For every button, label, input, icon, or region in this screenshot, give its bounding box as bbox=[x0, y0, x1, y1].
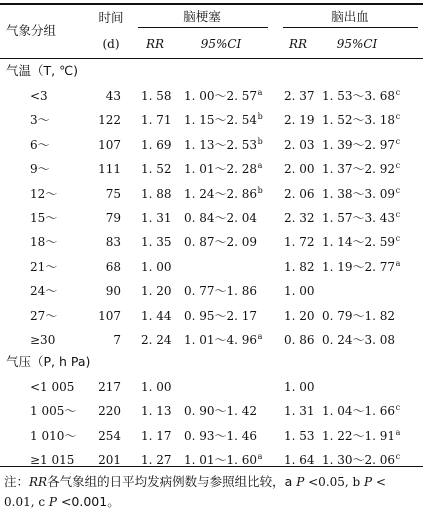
footnote-p-3: P bbox=[48, 495, 57, 509]
row-infarction-ci bbox=[184, 453, 262, 469]
row-days: 107 bbox=[98, 138, 121, 152]
row-days: 83 bbox=[105, 235, 121, 249]
section-title: 气温（T, ℃) bbox=[6, 63, 78, 78]
row-hemorrhage-ci-significance: c bbox=[395, 403, 401, 412]
row-group: 18～ bbox=[30, 235, 58, 249]
header-group-label: 气象分组 bbox=[6, 23, 57, 38]
row-days: 79 bbox=[105, 211, 121, 225]
row-days: 220 bbox=[98, 404, 121, 418]
row-hemorrhage-ci-significance: c bbox=[395, 210, 401, 219]
row-infarction-ci-value: 1. 01～4. 96 bbox=[184, 333, 258, 347]
footnote-p-2: P bbox=[364, 475, 373, 489]
row-days: 201 bbox=[98, 453, 121, 467]
header-hemorrhage-rr: RR bbox=[288, 37, 308, 51]
row-infarction-ci-value: 1. 24～2. 86 bbox=[184, 187, 258, 201]
row-hemorrhage-rr: 2. 19 bbox=[284, 113, 315, 127]
row-hemorrhage-ci-value: 1. 52～3. 18 bbox=[322, 113, 396, 127]
row-hemorrhage-ci-value: 1. 04～1. 66 bbox=[322, 404, 396, 418]
footnote-prefix: 注： bbox=[4, 474, 30, 489]
row-infarction-ci bbox=[184, 429, 258, 445]
row-infarction-ci-value: 0. 95～2. 17 bbox=[184, 309, 258, 323]
row-infarction-rr: 1. 17 bbox=[141, 429, 172, 443]
row-hemorrhage-ci-value: 1. 39～2. 97 bbox=[322, 138, 396, 152]
row-hemorrhage-ci bbox=[322, 113, 400, 129]
row-infarction-rr: 1. 20 bbox=[141, 284, 172, 298]
row-group: 24～ bbox=[30, 284, 58, 298]
row-infarction-ci-significance: b bbox=[257, 137, 263, 146]
row-infarction-rr: 1. 44 bbox=[141, 309, 172, 323]
header-hemorrhage-ci: 95%CI bbox=[336, 37, 378, 51]
footnote-text-3: < 0.01, c bbox=[4, 475, 386, 509]
row-hemorrhage-ci-significance: c bbox=[395, 452, 401, 461]
footnote-text-1: 各气象组的日平均发病例数与参照组比较，a bbox=[47, 474, 297, 489]
row-hemorrhage-rr: 1. 64 bbox=[284, 453, 315, 467]
row-infarction-ci-value: 0. 77～1. 86 bbox=[184, 284, 258, 298]
row-group: 1 005～ bbox=[30, 404, 77, 418]
row-infarction-ci-significance: b bbox=[257, 112, 263, 121]
row-hemorrhage-rr: 1. 20 bbox=[284, 309, 315, 323]
row-infarction-rr: 1. 00 bbox=[141, 260, 172, 274]
row-hemorrhage-ci bbox=[322, 260, 400, 276]
footnote-p-1: P bbox=[296, 475, 305, 489]
row-hemorrhage-ci bbox=[322, 380, 323, 396]
row-infarction-ci-value: 1. 00～2. 57 bbox=[184, 89, 258, 103]
row-infarction-ci-value: 0. 87～2. 09 bbox=[184, 235, 258, 249]
row-hemorrhage-ci bbox=[322, 138, 400, 154]
row-infarction-rr: 1. 71 bbox=[141, 113, 172, 127]
row-group: 9～ bbox=[30, 162, 50, 176]
row-group: 15～ bbox=[30, 211, 58, 225]
row-infarction-ci-value: 1. 01～1. 60 bbox=[184, 453, 258, 467]
row-group: 27～ bbox=[30, 309, 58, 323]
row-infarction-ci-value: 1. 15～2. 54 bbox=[184, 113, 258, 127]
row-infarction-rr: 1. 88 bbox=[141, 187, 172, 201]
row-hemorrhage-ci-significance: a bbox=[395, 428, 401, 437]
row-infarction-rr: 1. 13 bbox=[141, 404, 172, 418]
row-infarction-ci bbox=[184, 162, 262, 178]
row-days: 68 bbox=[105, 260, 121, 274]
row-hemorrhage-ci bbox=[322, 235, 400, 251]
header-time-label: 时间 bbox=[98, 10, 124, 25]
row-group: ≥1 015 bbox=[30, 453, 75, 467]
row-infarction-ci-significance: a bbox=[257, 161, 263, 170]
row-infarction-rr: 1. 58 bbox=[141, 89, 172, 103]
row-hemorrhage-ci-significance: a bbox=[395, 259, 401, 268]
row-hemorrhage-ci bbox=[322, 453, 400, 469]
row-infarction-ci bbox=[184, 89, 262, 105]
row-infarction-ci-value: 0. 84～2. 04 bbox=[184, 211, 258, 225]
row-hemorrhage-ci bbox=[322, 429, 400, 445]
row-infarction-ci-value: 1. 01～2. 28 bbox=[184, 162, 258, 176]
table-top-rule bbox=[0, 3, 423, 5]
row-days: 111 bbox=[98, 162, 121, 176]
row-days: 43 bbox=[105, 89, 121, 103]
row-infarction-rr: 1. 52 bbox=[141, 162, 172, 176]
row-infarction-ci bbox=[184, 284, 258, 300]
row-group: 21～ bbox=[30, 260, 58, 274]
row-hemorrhage-rr: 1. 72 bbox=[284, 235, 315, 249]
row-infarction-ci-value: 1. 13～2. 53 bbox=[184, 138, 258, 152]
section-title: 气压（P, h Pa) bbox=[6, 354, 91, 369]
row-hemorrhage-rr: 0. 86 bbox=[284, 333, 315, 347]
row-infarction-rr: 1. 27 bbox=[141, 453, 172, 467]
row-hemorrhage-ci-value: 0. 24～3. 08 bbox=[322, 333, 396, 347]
header-infarction-rr: RR bbox=[145, 37, 165, 51]
row-hemorrhage-ci bbox=[322, 404, 400, 420]
footnote-rr: RR bbox=[29, 475, 48, 489]
row-hemorrhage-rr: 1. 53 bbox=[284, 429, 315, 443]
row-infarction-rr: 2. 24 bbox=[141, 333, 172, 347]
row-hemorrhage-rr: 2. 06 bbox=[284, 187, 315, 201]
row-hemorrhage-rr: 2. 00 bbox=[284, 162, 315, 176]
row-infarction-rr: 1. 35 bbox=[141, 235, 172, 249]
row-infarction-rr: 1. 69 bbox=[141, 138, 172, 152]
row-infarction-ci-significance: a bbox=[257, 88, 263, 97]
row-hemorrhage-ci bbox=[322, 187, 400, 203]
row-hemorrhage-rr: 1. 00 bbox=[284, 284, 315, 298]
row-hemorrhage-ci-significance: c bbox=[395, 186, 401, 195]
row-infarction-ci bbox=[184, 380, 185, 396]
row-infarction-rr: 1. 00 bbox=[141, 380, 172, 394]
row-hemorrhage-rr: 1. 82 bbox=[284, 260, 315, 274]
row-infarction-ci-significance: a bbox=[257, 332, 263, 341]
row-hemorrhage-ci-significance: c bbox=[395, 234, 401, 243]
row-hemorrhage-ci-value: 1. 19～2. 77 bbox=[322, 260, 396, 274]
row-infarction-ci bbox=[184, 260, 185, 276]
row-group: <1 005 bbox=[30, 380, 75, 394]
row-infarction-ci bbox=[184, 138, 263, 154]
row-infarction-ci bbox=[184, 333, 262, 349]
row-infarction-ci bbox=[184, 235, 258, 251]
row-hemorrhage-ci bbox=[322, 309, 396, 325]
row-group: 3～ bbox=[30, 113, 50, 127]
row-infarction-ci bbox=[184, 187, 263, 203]
row-infarction-ci-significance: b bbox=[257, 186, 263, 195]
table-footnote bbox=[4, 472, 419, 512]
row-group: 6～ bbox=[30, 138, 50, 152]
row-days: 90 bbox=[105, 284, 121, 298]
row-group: ≥30 bbox=[30, 333, 56, 347]
row-infarction-ci-value: 0. 90～1. 42 bbox=[184, 404, 258, 418]
infarction-underline bbox=[138, 27, 268, 28]
row-hemorrhage-ci bbox=[322, 211, 400, 227]
row-infarction-ci bbox=[184, 211, 258, 227]
row-days: 217 bbox=[98, 380, 121, 394]
footnote-text-4: <0.001。 bbox=[56, 494, 120, 509]
row-infarction-rr: 1. 31 bbox=[141, 211, 172, 225]
row-hemorrhage-ci-value: 1. 30～2. 06 bbox=[322, 453, 396, 467]
row-hemorrhage-ci-value: 1. 22～1. 91 bbox=[322, 429, 396, 443]
row-group: 12～ bbox=[30, 187, 58, 201]
header-time-unit: (d) bbox=[102, 37, 120, 51]
row-infarction-ci-significance: a bbox=[257, 452, 263, 461]
row-hemorrhage-rr: 2. 32 bbox=[284, 211, 315, 225]
row-hemorrhage-ci-value: 0. 79～1. 82 bbox=[322, 309, 396, 323]
footnote-text-2: <0.05, b bbox=[304, 475, 365, 489]
row-days: 107 bbox=[98, 309, 121, 323]
row-hemorrhage-ci-significance: c bbox=[395, 112, 401, 121]
row-hemorrhage-ci-value: 1. 57～3. 43 bbox=[322, 211, 396, 225]
row-days: 75 bbox=[105, 187, 121, 201]
row-days: 122 bbox=[98, 113, 121, 127]
row-infarction-ci bbox=[184, 404, 258, 420]
row-hemorrhage-ci-significance: c bbox=[395, 88, 401, 97]
row-hemorrhage-ci-value: 1. 14～2. 59 bbox=[322, 235, 396, 249]
row-infarction-ci bbox=[184, 309, 258, 325]
row-infarction-ci bbox=[184, 113, 263, 129]
row-hemorrhage-ci-value: 1. 38～3. 09 bbox=[322, 187, 396, 201]
row-hemorrhage-rr: 2. 37 bbox=[284, 89, 315, 103]
row-hemorrhage-ci-significance: c bbox=[395, 137, 401, 146]
row-hemorrhage-rr: 1. 00 bbox=[284, 380, 315, 394]
row-hemorrhage-ci-value: 1. 37～2. 92 bbox=[322, 162, 396, 176]
row-days: 7 bbox=[113, 333, 121, 347]
row-hemorrhage-ci bbox=[322, 89, 400, 105]
row-hemorrhage-ci bbox=[322, 284, 323, 300]
row-group: 1 010～ bbox=[30, 429, 77, 443]
row-group: <3 bbox=[30, 89, 48, 103]
row-hemorrhage-ci-value: 1. 53～3. 68 bbox=[322, 89, 396, 103]
row-hemorrhage-ci bbox=[322, 162, 400, 178]
header-bottom-rule bbox=[0, 58, 423, 59]
row-hemorrhage-ci bbox=[322, 333, 396, 349]
header-infarction-ci: 95%CI bbox=[200, 37, 242, 51]
hemorrhage-underline bbox=[283, 27, 418, 28]
row-days: 254 bbox=[98, 429, 121, 443]
row-infarction-ci-value: 0. 93～1. 46 bbox=[184, 429, 258, 443]
header-hemorrhage-label: 脑出血 bbox=[331, 9, 369, 24]
row-hemorrhage-rr: 1. 31 bbox=[284, 404, 315, 418]
row-hemorrhage-ci-significance: c bbox=[395, 161, 401, 170]
row-hemorrhage-rr: 2. 03 bbox=[284, 138, 315, 152]
header-infarction-label: 脑梗塞 bbox=[183, 9, 221, 24]
